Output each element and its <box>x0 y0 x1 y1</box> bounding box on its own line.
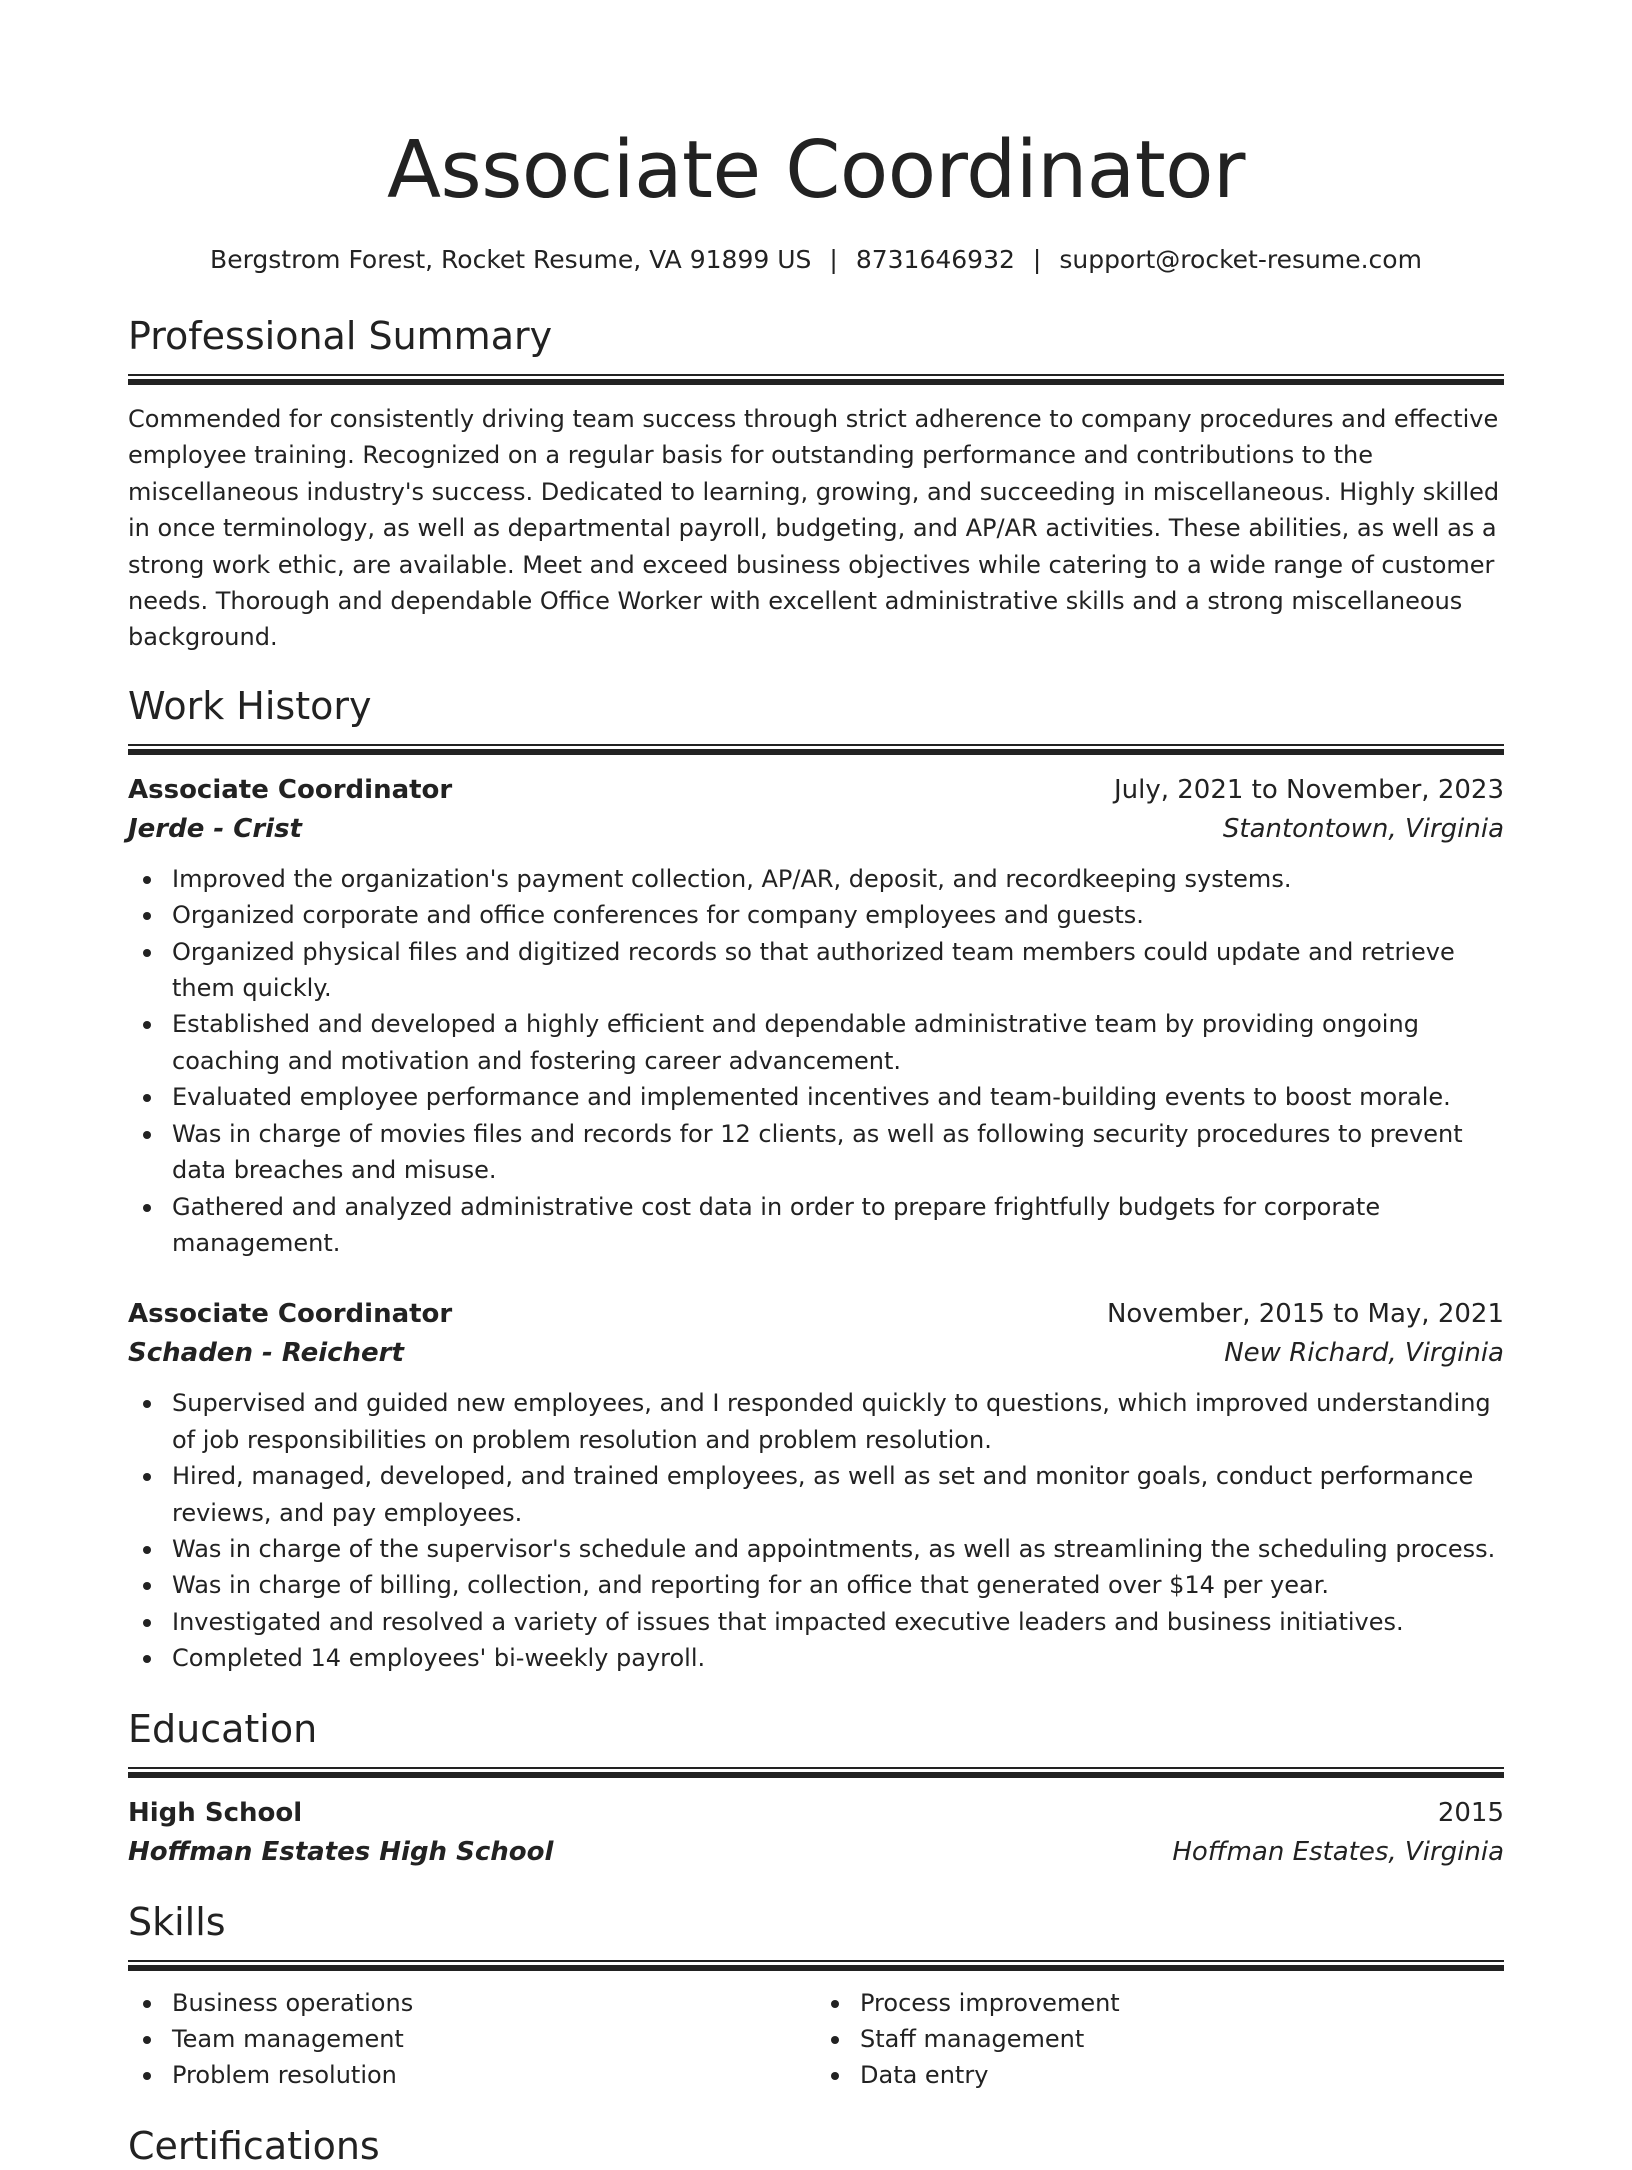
job-title-row <box>128 771 1504 809</box>
skills-list-left <box>128 1985 816 2094</box>
job-company-row <box>128 809 1504 849</box>
section-title-skills: Skills <box>128 1899 226 1944</box>
job-bullets <box>128 861 1504 1261</box>
list-item: Team management <box>128 2021 816 2057</box>
skills-section <box>128 1898 1504 2094</box>
section-divider <box>128 1767 1504 1778</box>
list-item: Data entry <box>816 2057 1504 2093</box>
skills-list-right <box>816 1985 1504 2094</box>
list-item: Evaluated employee performance and implemented incentives and team-building events to boost morale. <box>128 1079 1504 1115</box>
list-item: Completed 14 employees' bi-weekly payroll. <box>128 1640 1504 1676</box>
section-divider <box>128 374 1504 385</box>
contact-phone: 8731646932 <box>855 245 1015 274</box>
job-location: New Richard, Virginia <box>1224 1338 1504 1369</box>
list-item: Was in charge of billing, collection, and reporting for an office that generated over $14 per year. <box>128 1567 1504 1603</box>
job-dates: November, 2015 to May, 2021 <box>1106 1299 1504 1330</box>
summary-text: Commended for consistently driving team success through strict adherence to company procedures and effective employee training. Recognized on a regular basis for outstanding performance and contributions to the miscellaneous industry's success. Dedicated to learning, growing, and succeeding in miscellaneous. Highly skilled in once terminology, as well as departmental payroll, budgeting, and AP/AR activities. These abilities, as well as a strong work ethic, are available. Meet and exceed business objectives while catering to a wide range of customer needs. Thorough and dependable Office Worker with excellent administrative skills and a strong miscellaneous background. <box>128 405 1500 652</box>
education-section <box>128 1705 1504 1872</box>
job-entry <box>128 771 1504 1261</box>
contact-line <box>128 244 1504 276</box>
education-school: Hoffman Estates High School <box>128 1836 554 1867</box>
list-item: Staff management <box>816 2021 1504 2057</box>
list-item: Established and developed a highly efficient and dependable administrative team by providing ongoing coaching and motivation and fostering career advancement. <box>128 1006 1504 1079</box>
summary-section <box>128 312 1504 656</box>
education-location: Hoffman Estates, Virginia <box>1172 1836 1504 1867</box>
education-degree-row <box>128 1794 1504 1832</box>
work-history-section <box>128 682 1504 1677</box>
list-item: Business operations <box>128 1985 816 2021</box>
section-title-certifications: Certifications <box>128 2123 380 2168</box>
list-item: Investigated and resolved a variety of issues that impacted executive leaders and business initiatives. <box>128 1604 1504 1640</box>
list-item: Supervised and guided new employees, and I responded quickly to questions, which improved understanding of job responsibilities on problem resolution and problem resolution. <box>128 1385 1504 1458</box>
section-title-work: Work History <box>128 683 372 728</box>
contact-address: Bergstrom Forest, Rocket Resume, VA 91899 US <box>210 245 812 274</box>
job-location: Stantontown, Virginia <box>1222 813 1504 844</box>
skills-columns <box>128 1985 1504 2094</box>
education-entry <box>128 1794 1504 1872</box>
section-title-summary: Professional Summary <box>128 314 553 358</box>
list-item: Hired, managed, developed, and trained employees, as well as set and monitor goals, conduct performance reviews, and pay employees. <box>128 1458 1504 1531</box>
section-divider <box>128 744 1504 755</box>
contact-email: support@rocket-resume.com <box>1059 245 1422 274</box>
list-item: Was in charge of the supervisor's schedule and appointments, as well as streamlining the scheduling process. <box>128 1531 1504 1567</box>
certifications-section <box>128 2122 1504 2170</box>
contact-separator: | <box>1032 245 1042 274</box>
section-divider <box>128 1960 1504 1971</box>
list-item: Improved the organization's payment collection, AP/AR, deposit, and recordkeeping systems. <box>128 861 1504 897</box>
job-entry <box>128 1295 1504 1676</box>
job-company: Schaden - Reichert <box>128 1338 404 1369</box>
list-item: Gathered and analyzed administrative cost data in order to prepare frightfully budgets for corporate management. <box>128 1189 1504 1262</box>
education-degree: High School <box>128 1797 303 1828</box>
job-title-row <box>128 1295 1504 1333</box>
education-year: 2015 <box>1437 1797 1504 1828</box>
list-item: Process improvement <box>816 1985 1504 2021</box>
job-company-row <box>128 1333 1504 1373</box>
education-school-row <box>128 1832 1504 1872</box>
job-company: Jerde - Crist <box>128 813 302 844</box>
list-item: Was in charge of movies files and records for 12 clients, as well as following security procedures to prevent data breaches and misuse. <box>128 1116 1504 1189</box>
job-title: Associate Coordinator <box>128 1299 453 1330</box>
list-item: Organized corporate and office conferences for company employees and guests. <box>128 897 1504 933</box>
list-item: Organized physical files and digitized records so that authorized team members could update and retrieve them quickly. <box>128 934 1504 1007</box>
contact-separator: | <box>829 245 838 274</box>
resume-name: Associate Coordinator <box>387 124 1245 216</box>
list-item: Problem resolution <box>128 2057 816 2093</box>
job-title: Associate Coordinator <box>128 774 453 805</box>
job-bullets <box>128 1385 1504 1676</box>
section-title-education: Education <box>128 1706 318 1751</box>
job-dates: July, 2021 to November, 2023 <box>1113 774 1504 805</box>
